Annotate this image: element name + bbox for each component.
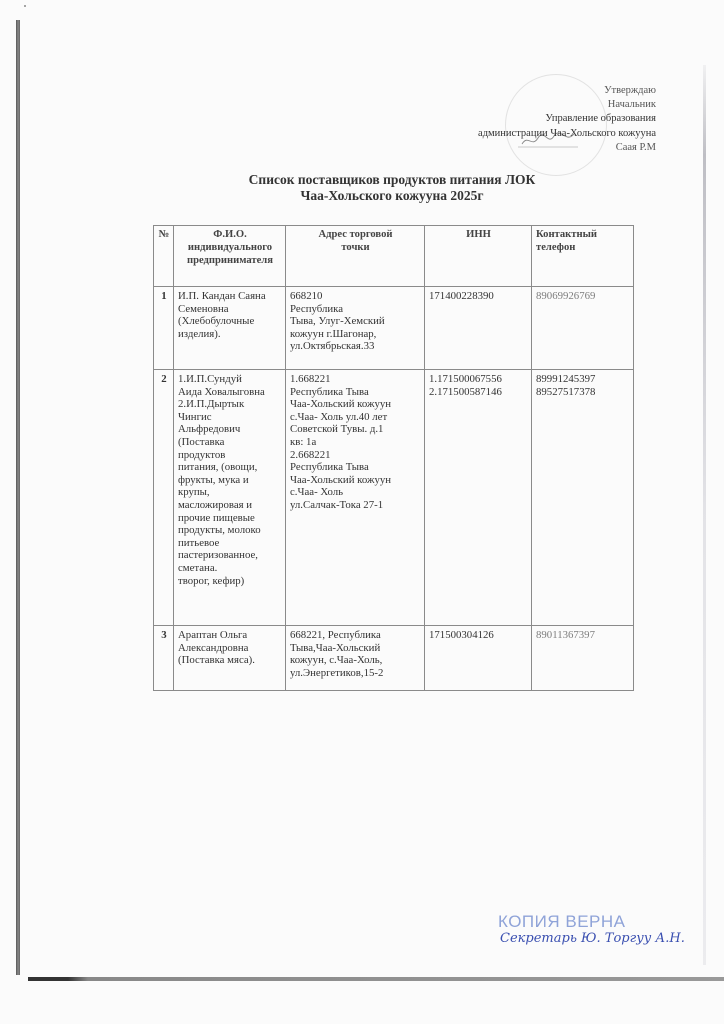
- document-title: [150, 172, 634, 203]
- header-num: №: [154, 226, 174, 287]
- title-line-2: Чаа-Хольского кожууна 2025г: [300, 187, 484, 203]
- cell-line: прочие пищевые: [178, 511, 255, 524]
- cell-line: творог, кефир): [178, 574, 245, 587]
- cell-line: Республика Тыва: [290, 461, 369, 474]
- cell-line: крупы,: [178, 486, 210, 499]
- cell-line: Советской Тувы. д.1: [290, 423, 384, 436]
- cell-line: кожуун, с.Чаа-Холь,: [290, 654, 383, 667]
- cell-line: с.Чаа- Холь: [290, 486, 344, 499]
- cell-line: 89527517378: [536, 385, 596, 398]
- cell-line: кожуун г.Шагонар,: [290, 327, 377, 340]
- cell-line: Республика Тыва: [290, 385, 369, 398]
- scan-right-edge: [703, 65, 706, 965]
- table-header-row: [154, 226, 634, 287]
- cell-line: 668210: [290, 290, 323, 302]
- cell-inn: [425, 370, 532, 626]
- cell-line: 2.И.П.Дыртык: [178, 398, 245, 411]
- cell-phone: [532, 626, 634, 691]
- cell-line: 668221, Республика: [290, 629, 381, 641]
- scan-left-edge: [16, 20, 20, 975]
- table-row: [154, 626, 634, 691]
- cell-line: 1.И.П.Сундуй: [178, 373, 242, 385]
- cell-num: 3: [154, 626, 174, 691]
- cell-line: Республика: [290, 302, 344, 315]
- suppliers-table: [153, 225, 634, 691]
- cell-line: 89011367397: [536, 629, 595, 641]
- approval-block: [478, 84, 656, 155]
- cell-line: 1.171500067556: [429, 373, 502, 385]
- cell-line: Тыва, Улуг-Хемский: [290, 315, 385, 328]
- cell-line: Альфредович: [178, 423, 241, 436]
- certified-copy-stamp: КОПИЯ ВЕРНА: [498, 912, 626, 931]
- cell-line: Александровна: [178, 641, 249, 654]
- title-line-1: Список поставщиков продуктов питания ЛОК: [248, 172, 536, 187]
- cell-name: [174, 370, 286, 626]
- header-inn: ИНН: [425, 226, 532, 287]
- cell-line: (Поставка: [178, 435, 225, 448]
- cell-line: пастеризованное,: [178, 549, 258, 562]
- header-name: Ф.И.О. индивидуального предпринимателя: [174, 226, 286, 287]
- cell-line: ул.Салчак-Тока 27-1: [290, 498, 384, 511]
- cell-line: масложировая и: [178, 498, 253, 511]
- header-phone: Контактный телефон: [532, 226, 634, 287]
- cell-line: Чаа-Хольский кожуун: [290, 473, 392, 486]
- cell-inn: [425, 287, 532, 370]
- approval-line: Саая Р.М: [615, 141, 656, 153]
- cell-line: Чингис: [178, 410, 212, 423]
- cell-name: [174, 626, 286, 691]
- cell-line: питьевое: [178, 536, 220, 549]
- cell-line: 2.668221: [290, 448, 331, 461]
- cell-line: Чаа-Хольский кожуун: [290, 398, 392, 411]
- cell-num: 2: [154, 370, 174, 626]
- table-row: [154, 370, 634, 626]
- cell-line: Тыва,Чаа-Хольский: [290, 641, 381, 654]
- cell-line: 1.668221: [290, 373, 331, 385]
- cell-line: 171400228390: [429, 290, 494, 302]
- cell-line: сметана.: [178, 561, 218, 574]
- cell-line: ул.Энергетиков,15-2: [290, 666, 384, 679]
- cell-line: 171500304126: [429, 629, 494, 641]
- cell-name: [174, 287, 286, 370]
- cell-line: фрукты, мука и: [178, 473, 249, 486]
- cell-address: [286, 370, 425, 626]
- scan-artifact-dot: [24, 5, 26, 7]
- cell-line: 2.171500587146: [429, 385, 502, 398]
- cell-line: продуктов: [178, 448, 226, 461]
- cell-line: 89069926769: [536, 290, 596, 302]
- header-address: Адрес торговой точки: [286, 226, 425, 287]
- cell-line: 89991245397: [536, 373, 596, 385]
- cell-line: И.П. Кандан Саяна: [178, 290, 266, 302]
- cell-address: [286, 287, 425, 370]
- approval-line: Утверждаю: [604, 85, 656, 96]
- table-row: [154, 287, 634, 370]
- certification-signature: Секретарь Ю. Торгуу А.Н.: [500, 931, 685, 946]
- cell-line: (Хлебобулочные: [178, 315, 255, 328]
- cell-num: 1: [154, 287, 174, 370]
- cell-line: питания, (овощи,: [178, 461, 258, 474]
- cell-line: кв: 1а: [290, 435, 317, 448]
- cell-line: Арaптан Ольга: [178, 629, 248, 641]
- cell-line: продукты, молоко: [178, 524, 261, 537]
- cell-phone: [532, 370, 634, 626]
- cell-line: изделия).: [178, 327, 221, 340]
- scan-bottom-edge: [28, 977, 724, 981]
- approval-line: Управление образования: [545, 113, 656, 125]
- cell-inn: [425, 626, 532, 691]
- cell-line: Семеновна: [178, 302, 229, 315]
- cell-line: (Поставка мяса).: [178, 654, 255, 667]
- approval-line: Начальник: [607, 99, 656, 111]
- cell-phone: [532, 287, 634, 370]
- approval-line: администрации Чаа-Хольского кожууна: [478, 127, 656, 139]
- cell-line: ул.Октябрьская.33: [290, 340, 375, 353]
- cell-address: [286, 626, 425, 691]
- cell-line: с.Чаа- Холь ул.40 лет: [290, 410, 388, 423]
- cell-line: Аида Ховалыговна: [178, 385, 265, 398]
